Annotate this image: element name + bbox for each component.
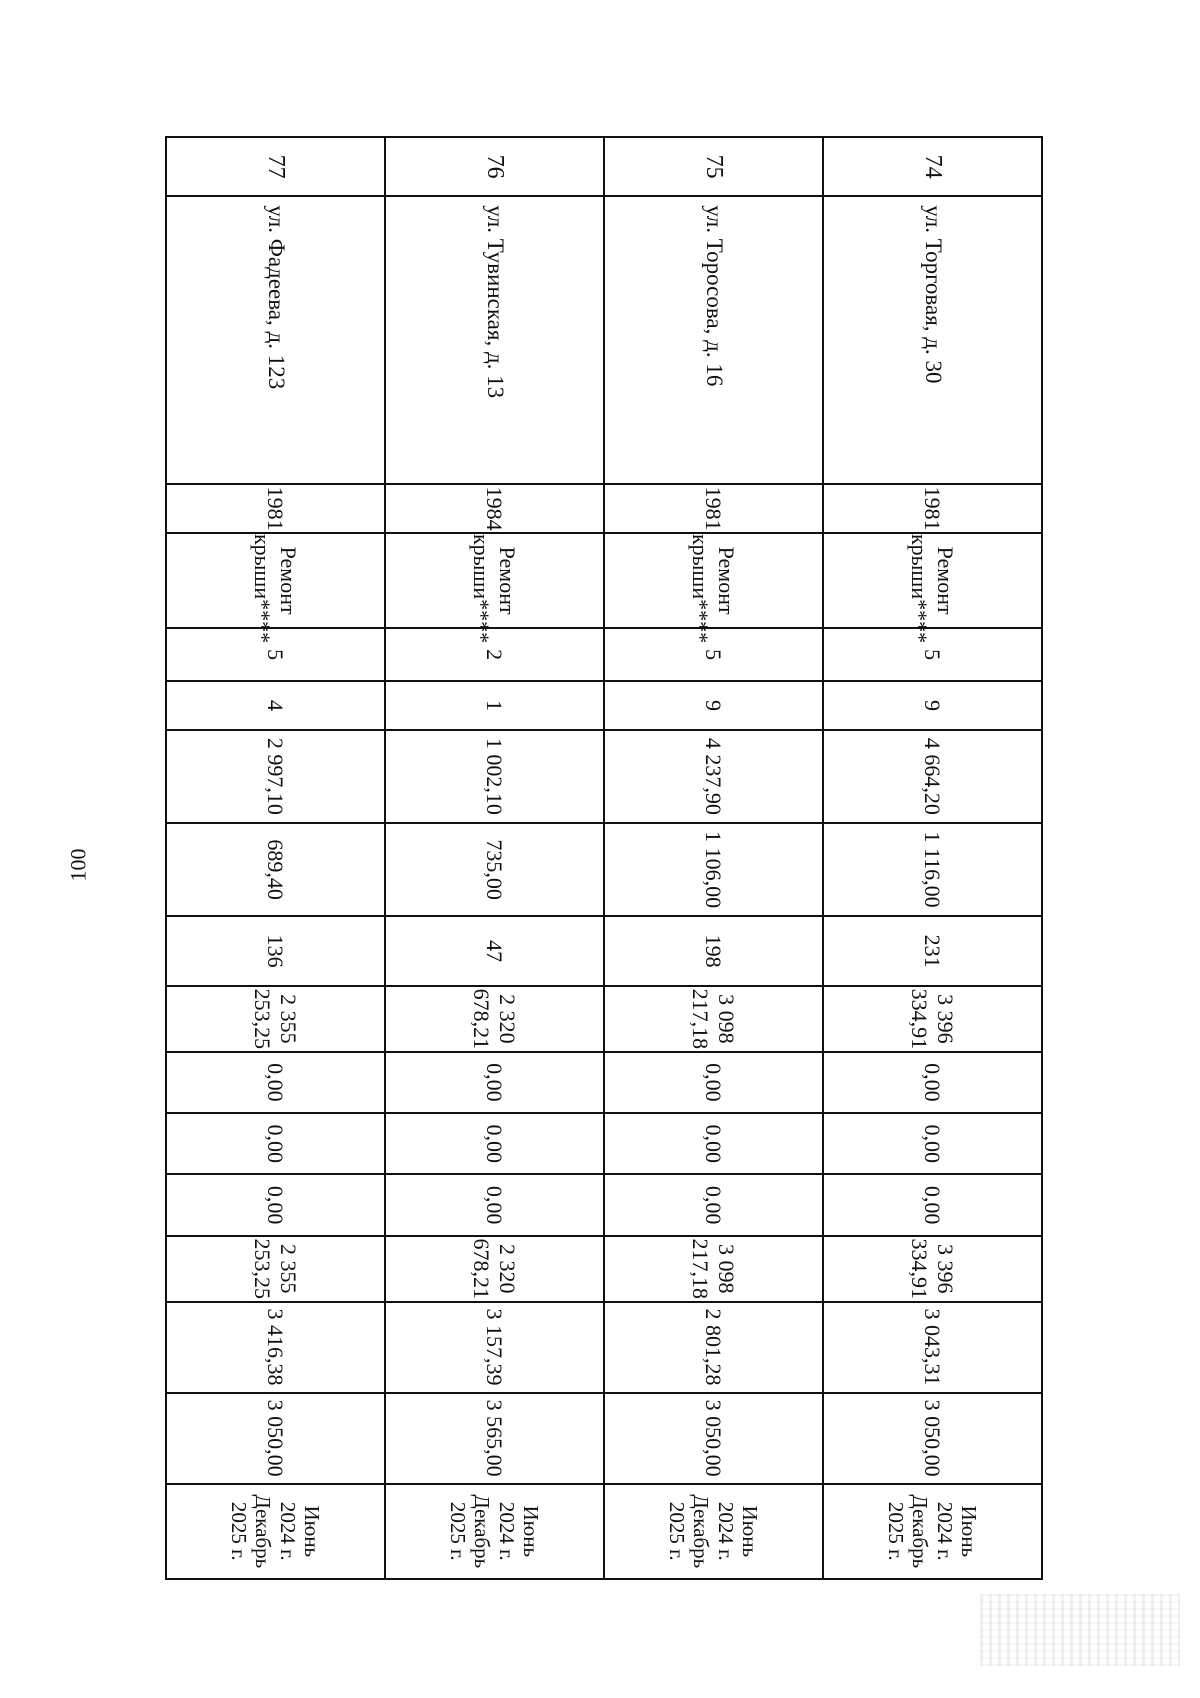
floors-count: 5 <box>166 628 385 681</box>
completion-period <box>604 1484 823 1579</box>
work-type: Ремонт крыши**** <box>166 533 385 628</box>
unit-cost-limit: 3 565,00 <box>385 1393 604 1484</box>
unit-cost: 3 416,38 <box>166 1302 385 1393</box>
table-row <box>166 137 385 1579</box>
period-start: Июнь 2024 г. <box>494 1501 543 1561</box>
funding-owners: 2 320 678,21 <box>385 1236 604 1302</box>
row-number: 75 <box>604 137 823 196</box>
unit-cost-limit: 3 050,00 <box>823 1393 1042 1484</box>
completion-period <box>823 1484 1042 1579</box>
roof-area: 735,00 <box>385 823 604 916</box>
year-built: 1981 <box>604 484 823 533</box>
period-start: Июнь 2024 г. <box>932 1501 981 1561</box>
total-area: 4 237,90 <box>604 730 823 823</box>
total-area: 1 002,10 <box>385 730 604 823</box>
address-cell: ул. Торосова, д. 16 <box>604 196 823 484</box>
address-cell: ул. Торговая, д. 30 <box>823 196 1042 484</box>
table-row <box>385 137 604 1579</box>
work-type: Ремонт крыши**** <box>385 533 604 628</box>
table-row <box>604 137 823 1579</box>
funding-local: 0,00 <box>823 1174 1042 1235</box>
funding-owners: 3 098 217,18 <box>604 1236 823 1302</box>
period-end: Декабрь 2025 г. <box>665 1494 714 1569</box>
floors-count: 5 <box>604 628 823 681</box>
roof-area: 689,40 <box>166 823 385 916</box>
page-number: 100 <box>65 848 91 882</box>
unit-cost: 3 157,39 <box>385 1302 604 1393</box>
completion-period <box>385 1484 604 1579</box>
completion-period <box>166 1484 385 1579</box>
total-area: 2 997,10 <box>166 730 385 823</box>
period-end: Декабрь 2025 г. <box>227 1494 276 1569</box>
funding-federal: 0,00 <box>385 1052 604 1113</box>
entrances-count: 1 <box>385 681 604 730</box>
funding-local: 0,00 <box>604 1174 823 1235</box>
year-built: 1984 <box>385 484 604 533</box>
period-end: Декабрь 2025 г. <box>446 1494 495 1569</box>
row-number: 76 <box>385 137 604 196</box>
funding-regional: 0,00 <box>604 1113 823 1174</box>
residents-count: 231 <box>823 916 1042 986</box>
row-number: 74 <box>823 137 1042 196</box>
work-type: Ремонт крыши**** <box>604 533 823 628</box>
funding-owners: 2 355 253,25 <box>166 1236 385 1302</box>
year-built: 1981 <box>166 484 385 533</box>
period-start: Июнь 2024 г. <box>713 1501 762 1561</box>
funding-local: 0,00 <box>166 1174 385 1235</box>
period-start: Июнь 2024 г. <box>275 1501 324 1561</box>
funding-federal: 0,00 <box>166 1052 385 1113</box>
roof-area: 1 116,00 <box>823 823 1042 916</box>
table-row <box>823 137 1042 1579</box>
cost-total: 2 355 253,25 <box>166 986 385 1052</box>
residents-count: 198 <box>604 916 823 986</box>
cost-total: 3 396 334,91 <box>823 986 1042 1052</box>
roof-area: 1 106,00 <box>604 823 823 916</box>
cost-total: 2 320 678,21 <box>385 986 604 1052</box>
funding-federal: 0,00 <box>823 1052 1042 1113</box>
funding-federal: 0,00 <box>604 1052 823 1113</box>
cost-total: 3 098 217,18 <box>604 986 823 1052</box>
funding-local: 0,00 <box>385 1174 604 1235</box>
scan-stamp-residue <box>980 1594 1180 1666</box>
entrances-count: 9 <box>823 681 1042 730</box>
work-type: Ремонт крыши**** <box>823 533 1042 628</box>
address-cell: ул. Тувинская, д. 13 <box>385 196 604 484</box>
funding-owners: 3 396 334,91 <box>823 1236 1042 1302</box>
floors-count: 5 <box>823 628 1042 681</box>
residents-count: 47 <box>385 916 604 986</box>
total-area: 4 664,20 <box>823 730 1042 823</box>
unit-cost: 3 043,31 <box>823 1302 1042 1393</box>
floors-count: 2 <box>385 628 604 681</box>
funding-regional: 0,00 <box>823 1113 1042 1174</box>
entrances-count: 4 <box>166 681 385 730</box>
unit-cost-limit: 3 050,00 <box>604 1393 823 1484</box>
period-end: Декабрь 2025 г. <box>884 1494 933 1569</box>
table-body <box>166 137 1042 1579</box>
year-built: 1981 <box>823 484 1042 533</box>
residents-count: 136 <box>166 916 385 986</box>
funding-regional: 0,00 <box>166 1113 385 1174</box>
address-cell: ул. Фадеева, д. 123 <box>166 196 385 484</box>
unit-cost: 2 801,28 <box>604 1302 823 1393</box>
entrances-count: 9 <box>604 681 823 730</box>
funding-regional: 0,00 <box>385 1113 604 1174</box>
row-number: 77 <box>166 137 385 196</box>
housing-repair-table <box>165 136 1043 1580</box>
unit-cost-limit: 3 050,00 <box>166 1393 385 1484</box>
